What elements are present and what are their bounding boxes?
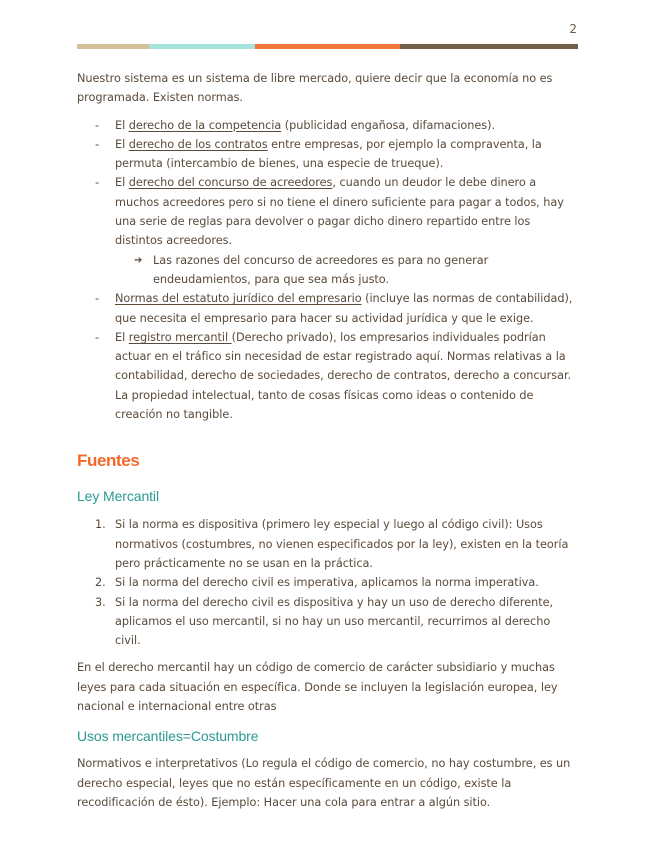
underlined-term: registro mercantil (128, 330, 232, 344)
bullet-text: , cuando un deudor le debe dinero a muchos acreedores pero si no tiene el dinero suficiente para pagar a todos, hay una serie de reglas para devolver o pagar dicho dinero repartido entre los distintos acreedores. (115, 176, 564, 248)
bullet-text: El (115, 118, 129, 132)
heading-fuentes: Fuentes (77, 451, 140, 471)
underlined-term: derecho de los contratos (128, 137, 268, 151)
item-text: Si la norma del derecho civil es dispositiva y hay un uso de derecho diferente, aplicamos el uso mercantil, si no hay un uso mercantil, recurrimos al derecho civil. (115, 595, 554, 648)
numbered-item (77, 573, 579, 592)
intro-paragraph: Nuestro sistema es un sistema de libre mercado, quiere decir que la economía no es programada. Existen normas. (77, 72, 553, 105)
header-color-bar (77, 44, 578, 49)
bullet-text: El (115, 137, 129, 151)
document-body (77, 69, 579, 822)
item-number: 3. (95, 595, 106, 609)
sub-list-item (115, 251, 579, 290)
list-item (77, 289, 579, 328)
bullet-text: El (115, 176, 129, 190)
sub-bullet-list (115, 251, 579, 290)
heading-usos-mercantiles: Usos mercantiles=Costumbre (77, 728, 259, 745)
bullet-text: (publicidad engañosa, difamaciones). (281, 118, 496, 132)
color-bar-segment (255, 44, 400, 49)
sub-bullet-text: Las razones del concurso de acreedores es para no generar endeudamientos, para que sea más justo. (153, 253, 489, 286)
bullet-text: (incluye las normas de contabilidad), que necesita el empresario para hacer su actividad jurídica y que le exige. (115, 292, 573, 325)
bullet-text: entre empresas, por ejemplo la compraventa, la permuta (intercambio de bienes, una especie de trueque). (115, 137, 542, 171)
bullet-text: El (115, 330, 129, 344)
usos-paragraph: Normativos e interpretativos (Lo regula el código de comercio, no hay costumbre, es un derecho especial, leyes que no están específicamente en un código, existe la recodificación de ésto). Ejemplo: Hacer una cola para entrar a algún sitio. (77, 757, 571, 809)
heading-ley-mercantil: Ley Mercantil (77, 488, 159, 505)
list-item (77, 116, 579, 135)
underlined-term: derecho del concurso de acreedores (128, 176, 333, 190)
item-number: 1. (95, 518, 106, 532)
color-bar-segment (149, 44, 255, 49)
underlined-term: Normas del estatuto jurídico del empresario (115, 292, 362, 306)
mercantil-paragraph: En el derecho mercantil hay un código de comercio de carácter subsidiario y muchas leyes para cada situación en específica. Donde se incluyen la legislación europea, ley nacional e internacional entre otras (77, 661, 558, 714)
list-item (77, 173, 579, 289)
numbered-item (77, 593, 579, 651)
underlined-term: derecho de la competencia (128, 118, 282, 132)
color-bar-segment (400, 44, 578, 49)
list-item (77, 135, 579, 174)
arrow-right-icon: ➔ (134, 254, 143, 266)
color-bar-segment (77, 44, 149, 49)
numbered-item (77, 515, 579, 573)
page-number: 2 (569, 22, 577, 36)
item-number: 2. (95, 576, 106, 590)
numbered-list (77, 515, 579, 650)
bullet-text: (Derecho privado), los empresarios individuales podrían actuar en el tráfico sin necesidad de estar registrado aquí. Normas relativas a la contabilidad, derecho de sociedades, derecho de contratos, derecho a concursar. La propiedad intelectual, tanto de cosas físicas como ideas o contenido de creación no tangible. (115, 330, 572, 422)
item-text: Si la norma es dispositiva (primero ley especial y luego al código civil): Usos normativos (costumbres, no vienen especificados por la ley), existen en la teoría pero prácticamente no se usan en la práctica. (115, 518, 569, 570)
item-text: Si la norma del derecho civil es imperativa, aplicamos la norma imperativa. (115, 576, 539, 590)
list-item (77, 328, 579, 424)
bullet-list (77, 116, 579, 425)
